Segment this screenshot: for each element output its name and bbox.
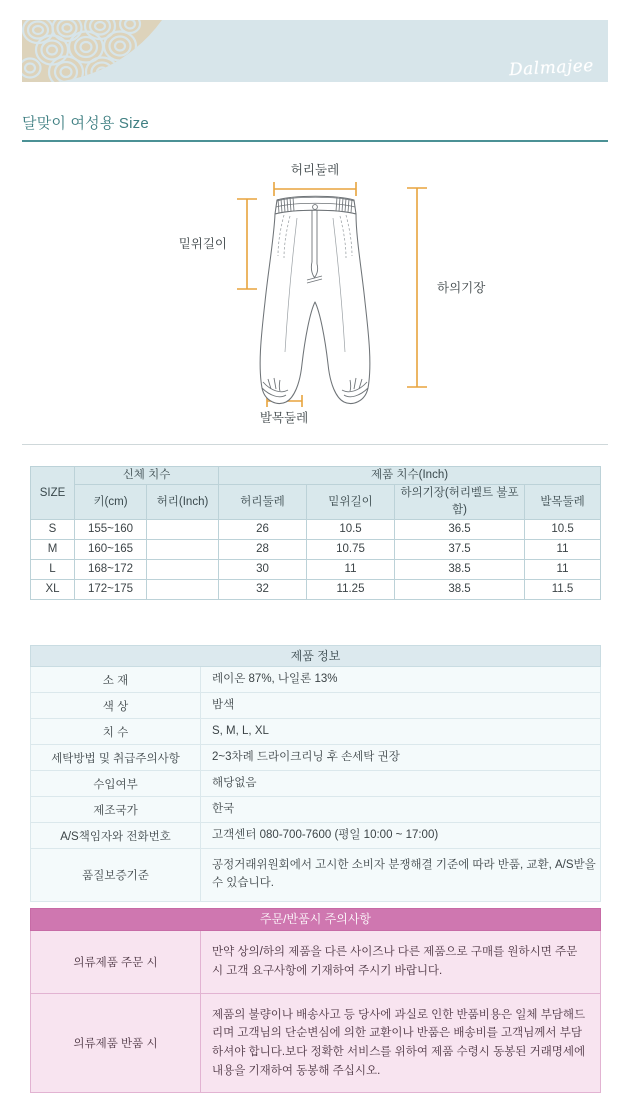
info-value-material: 레이온 87%, 나일론 13% bbox=[201, 667, 601, 693]
cell-ankle: 10.5 bbox=[525, 520, 601, 540]
banner-pattern-decoration bbox=[22, 20, 162, 82]
info-value-sizes: S, M, L, XL bbox=[201, 719, 601, 745]
title-divider bbox=[22, 140, 608, 142]
cell-ankle: 11 bbox=[525, 560, 601, 580]
table-row bbox=[31, 667, 601, 693]
cell-length: 36.5 bbox=[395, 520, 525, 540]
cell-waist: 32 bbox=[219, 580, 307, 600]
length-measure-line bbox=[407, 188, 427, 387]
column-header-ankle: 발목둘레 bbox=[525, 485, 601, 520]
pants-diagram-icon bbox=[22, 152, 608, 440]
size-chart-header-row-2 bbox=[31, 485, 601, 520]
order-notice-heading: 주문/반품시 주의사항 bbox=[31, 909, 601, 931]
cell-waist-body bbox=[147, 540, 219, 560]
cell-size: XL bbox=[31, 580, 75, 600]
column-header-height: 키(cm) bbox=[75, 485, 147, 520]
cell-height: 168~172 bbox=[75, 560, 147, 580]
diagram-divider bbox=[22, 444, 608, 445]
table-row bbox=[31, 849, 601, 902]
cell-size: L bbox=[31, 560, 75, 580]
info-label-material: 소 재 bbox=[31, 667, 201, 693]
cell-rise: 10.75 bbox=[307, 540, 395, 560]
size-chart-header-row-1 bbox=[31, 467, 601, 485]
cell-length: 37.5 bbox=[395, 540, 525, 560]
cell-size: M bbox=[31, 540, 75, 560]
info-label-warranty: 품질보증기준 bbox=[31, 849, 201, 902]
order-return-notice-section bbox=[30, 908, 601, 1093]
product-info-heading: 제품 정보 bbox=[31, 646, 601, 667]
order-notice-heading-row bbox=[31, 909, 601, 931]
order-value-ordering: 만약 상의/하의 제품을 다른 사이즈나 다른 제품으로 구매를 원하시면 주문 시 고객 요구사항에 기재하여 주시기 바랍니다. bbox=[201, 931, 601, 994]
column-header-length: 하의기장(허리벨트 불포함) bbox=[395, 485, 525, 520]
column-header-rise: 밑위길이 bbox=[307, 485, 395, 520]
info-value-warranty: 공정거래위원회에서 고시한 소비자 분쟁해결 기준에 따라 반품, 교환, A/S받을 수 있습니다. bbox=[201, 849, 601, 902]
column-group-body-measurements: 신체 치수 bbox=[75, 467, 219, 485]
info-value-country: 한국 bbox=[201, 797, 601, 823]
cell-waist: 26 bbox=[219, 520, 307, 540]
table-row bbox=[31, 931, 601, 994]
brand-logo: Dalmajee bbox=[508, 55, 595, 81]
table-row bbox=[31, 994, 601, 1093]
waist-label: 허리둘레 bbox=[290, 163, 340, 177]
cell-waist-body bbox=[147, 580, 219, 600]
info-value-import: 해당없음 bbox=[201, 771, 601, 797]
table-row bbox=[31, 771, 601, 797]
size-chart-table bbox=[30, 466, 601, 600]
pants-outline bbox=[260, 196, 370, 403]
waist-measure-line bbox=[274, 182, 356, 196]
cell-waist: 30 bbox=[219, 560, 307, 580]
cell-ankle: 11.5 bbox=[525, 580, 601, 600]
cell-waist-body bbox=[147, 560, 219, 580]
order-value-returns: 제품의 불량이나 배송사고 등 당사에 과실로 인한 반품비용은 일체 부담해드리며 고객님의 단순변심에 의한 교환이나 반품은 배송비를 고객님께서 부담하셔야 합니다.보다 정확한 서비스를 위하여 제품 수령시 동봉된 거래명세에 내용을 기재하여 동봉해 주십시오. bbox=[201, 994, 601, 1093]
length-label: 하의기장 bbox=[437, 281, 486, 295]
table-row bbox=[31, 719, 601, 745]
info-label-country: 제조국가 bbox=[31, 797, 201, 823]
table-row bbox=[31, 520, 601, 540]
column-header-size: SIZE bbox=[31, 467, 75, 520]
cell-ankle: 11 bbox=[525, 540, 601, 560]
page-title: 달맞이 여성용 Size bbox=[22, 115, 149, 132]
info-label-sizes: 치 수 bbox=[31, 719, 201, 745]
info-label-import: 수입여부 bbox=[31, 771, 201, 797]
table-row bbox=[31, 560, 601, 580]
table-row bbox=[31, 823, 601, 849]
cell-length: 38.5 bbox=[395, 560, 525, 580]
table-row bbox=[31, 693, 601, 719]
product-info-table bbox=[30, 645, 601, 902]
cell-waist: 28 bbox=[219, 540, 307, 560]
cell-length: 38.5 bbox=[395, 580, 525, 600]
rise-label: 밑위길이 bbox=[178, 237, 227, 251]
brand-banner bbox=[22, 20, 608, 82]
info-label-service-contact: A/S책임자와 전화번호 bbox=[31, 823, 201, 849]
garment-measurement-diagram bbox=[22, 152, 608, 440]
table-row bbox=[31, 797, 601, 823]
concentric-circles-pattern-icon bbox=[22, 20, 162, 82]
info-value-care: 2~3차례 드라이크리닝 후 손세탁 권장 bbox=[201, 745, 601, 771]
table-row bbox=[31, 745, 601, 771]
ankle-label: 발목둘레 bbox=[259, 411, 309, 425]
product-info-section bbox=[30, 645, 601, 902]
column-header-waist-body: 허리(Inch) bbox=[147, 485, 219, 520]
cell-size: S bbox=[31, 520, 75, 540]
cell-rise: 10.5 bbox=[307, 520, 395, 540]
info-value-color: 밤색 bbox=[201, 693, 601, 719]
cell-height: 160~165 bbox=[75, 540, 147, 560]
cell-height: 172~175 bbox=[75, 580, 147, 600]
size-chart-section bbox=[30, 466, 601, 600]
cell-rise: 11.25 bbox=[307, 580, 395, 600]
order-return-notice-table bbox=[30, 908, 601, 1093]
table-row bbox=[31, 540, 601, 560]
cell-rise: 11 bbox=[307, 560, 395, 580]
size-chart-body bbox=[31, 520, 601, 600]
order-label-ordering: 의류제품 주문 시 bbox=[31, 931, 201, 994]
table-row bbox=[31, 580, 601, 600]
column-group-product-measurements: 제품 치수(Inch) bbox=[219, 467, 601, 485]
info-value-service-contact: 고객센터 080-700-7600 (평일 10:00 ~ 17:00) bbox=[201, 823, 601, 849]
info-label-color: 색 상 bbox=[31, 693, 201, 719]
size-chart-header bbox=[31, 467, 601, 520]
info-label-care: 세탁방법 및 취급주의사항 bbox=[31, 745, 201, 771]
order-label-returns: 의류제품 반품 시 bbox=[31, 994, 201, 1093]
product-info-heading-row bbox=[31, 646, 601, 667]
rise-measure-line bbox=[237, 199, 257, 289]
cell-height: 155~160 bbox=[75, 520, 147, 540]
cell-waist-body bbox=[147, 520, 219, 540]
column-header-waist: 허리둘레 bbox=[219, 485, 307, 520]
page-title-block bbox=[22, 112, 608, 142]
